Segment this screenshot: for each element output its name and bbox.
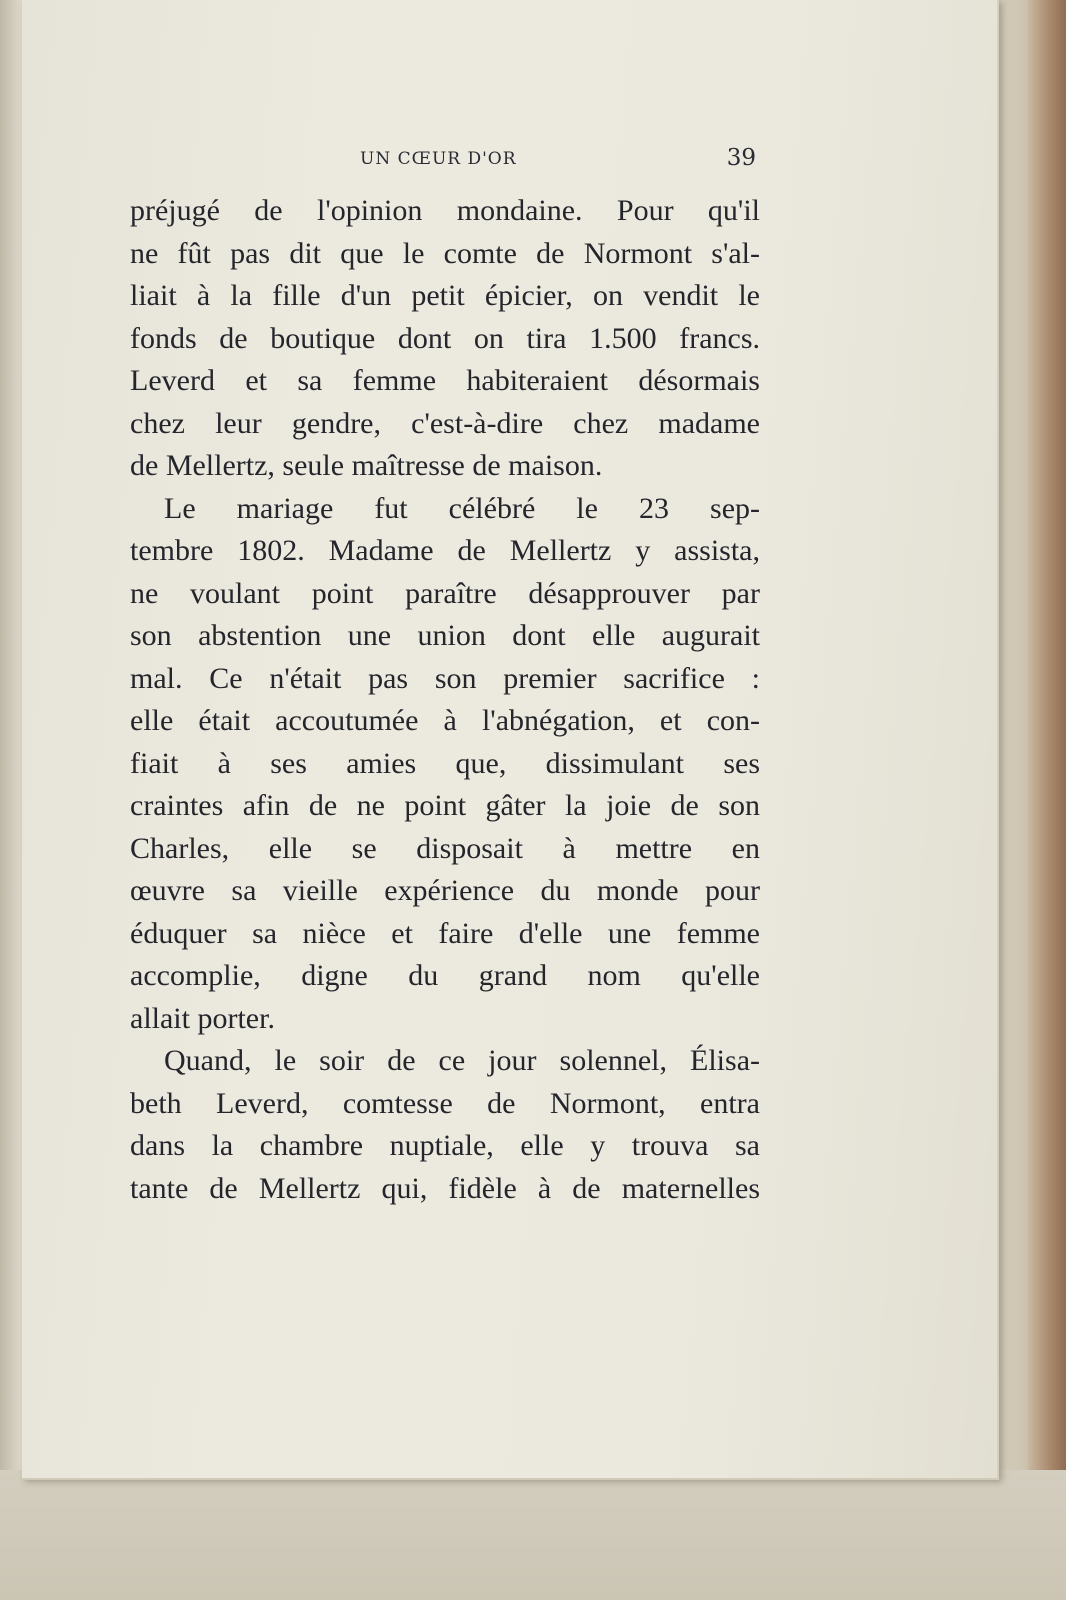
text-line: allait porter. (130, 1001, 275, 1035)
text-line: Leverd et sa femme habiteraient désormais (130, 364, 760, 397)
page-body-text (130, 190, 760, 1210)
text-line: chez leur gendre, c'est-à-dire chez madame (130, 406, 760, 440)
underlying-pages-bottom (0, 1470, 1066, 1600)
text-line: ne voulant point paraître désapprouver par (130, 576, 760, 610)
text-line: dans la chambre nuptiale, elle y trouva sa (130, 1129, 760, 1162)
text-line: préjugé de l'opinion mondaine. Pour qu'il (130, 194, 760, 227)
text-line: son abstention une union dont elle augurait (130, 619, 760, 652)
text-line: tante de Mellertz qui, fidèle à de maternelles (130, 1171, 760, 1205)
text-line: éduquer sa nièce et faire d'elle une femme (130, 916, 760, 950)
text-line: accomplie, digne du grand nom qu'elle (130, 959, 760, 992)
text-line: fiait à ses amies que, dissimulant ses (130, 746, 760, 780)
text-line: elle était accoutumée à l'abnégation, et con- (130, 704, 760, 737)
text-line: liait à la fille d'un petit épicier, on vendit le (130, 279, 760, 312)
text-line: tembre 1802. Madame de Mellertz y assista, (130, 534, 760, 567)
text-line: Charles, elle se disposait à mettre en (130, 831, 760, 865)
text-line: Le mariage fut célébré le 23 sep- (164, 491, 760, 525)
text-line: ne fût pas dit que le comte de Normont s'al- (130, 236, 760, 270)
text-line: de Mellertz, seule maîtresse de maison. (130, 449, 603, 482)
page-number: 39 (726, 145, 756, 171)
running-head: UN CŒUR D'OR (360, 149, 517, 169)
text-line: Quand, le soir de ce jour solennel, Élisa- (164, 1044, 760, 1077)
text-line: mal. Ce n'était pas son premier sacrifice : (130, 661, 760, 695)
book-edge (1028, 0, 1066, 1600)
text-line: œuvre sa vieille expérience du monde pour (130, 874, 760, 907)
text-line: beth Leverd, comtesse de Normont, entra (130, 1086, 760, 1120)
text-line: fonds de boutique dont on tira 1.500 francs. (130, 321, 760, 355)
text-line: craintes afin de ne point gâter la joie de son (130, 789, 760, 822)
page-header (138, 145, 758, 175)
